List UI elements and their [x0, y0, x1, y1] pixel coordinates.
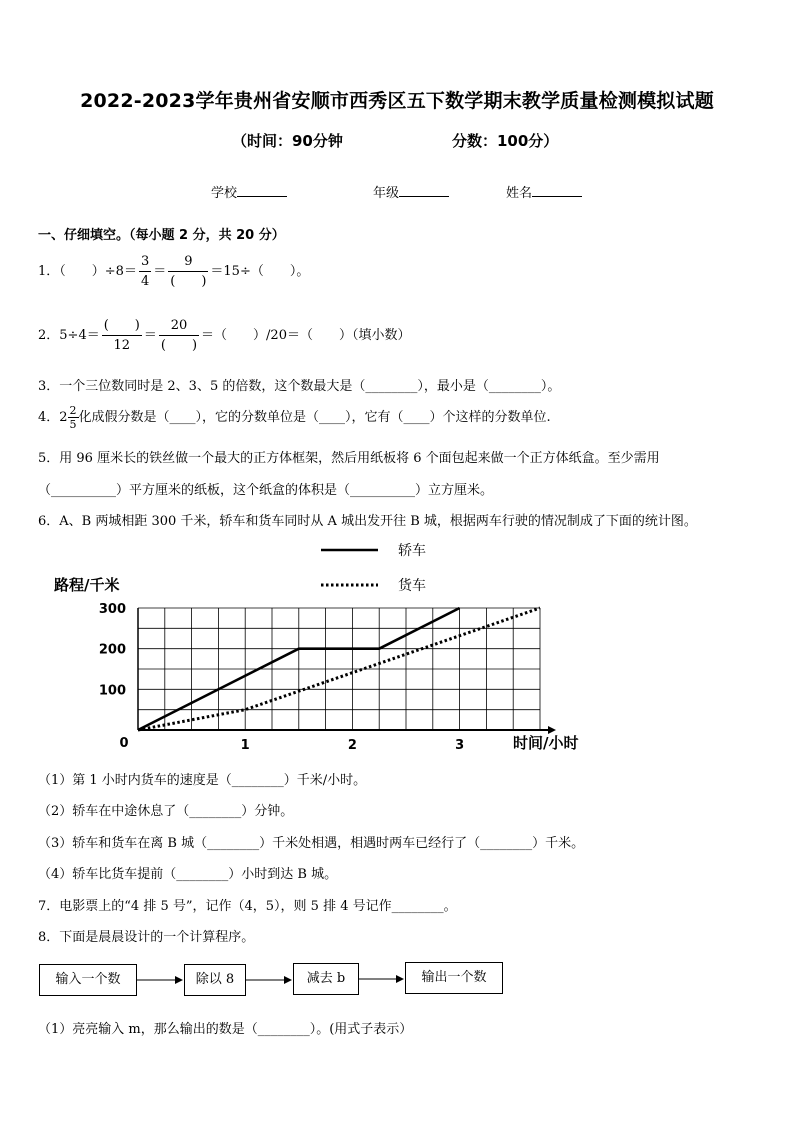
question-2	[38, 316, 410, 355]
question-4	[38, 404, 551, 431]
denominator: 4	[140, 274, 150, 289]
numerator: 3	[139, 252, 151, 272]
numerator: 20	[159, 316, 199, 336]
school-blank[interactable]	[237, 184, 287, 197]
grade-label: 年级	[373, 186, 400, 201]
travel-chart	[0, 535, 794, 760]
chart-axes	[138, 608, 556, 734]
equals-sign: ＝	[153, 264, 167, 279]
flow-box-subtract: 减去 b	[293, 963, 359, 995]
question-text: 化成假分数是（____），它的分数单位是（____），它有（____）个这样的分数单位.	[78, 410, 551, 425]
school-field	[211, 182, 287, 201]
fraction	[168, 252, 208, 291]
question-number: 1．	[38, 264, 60, 279]
flow-box-input: 输入一个数	[39, 964, 137, 996]
legend-label: 货车	[398, 578, 426, 594]
flow-box-output: 输出一个数	[405, 962, 503, 994]
chart-grid	[138, 608, 540, 730]
name-label: 姓名	[506, 186, 533, 201]
flow-box-divide: 除以 8	[184, 964, 246, 996]
fraction	[139, 252, 151, 291]
school-label: 学校	[211, 186, 238, 201]
question-6-4: （4）轿车比货车提前（________）小时到达 B 城。	[38, 867, 338, 882]
question-6-2: （2）轿车在中途休息了（________）分钟。	[38, 804, 294, 819]
denominator: 5	[69, 418, 77, 431]
question-6-3: （3）轿车和货车在离 B 城（________）千米处相遇，相遇时两车已经行了（________）千米。	[38, 836, 585, 851]
grade-field	[373, 182, 449, 201]
numerator: 9	[168, 252, 208, 272]
y-axis-title: 路程/千米	[54, 576, 120, 594]
origin-label: 0	[119, 736, 129, 751]
name-blank[interactable]	[532, 184, 582, 197]
denominator: 12	[113, 338, 131, 353]
question-text: 4．2	[38, 410, 68, 425]
numerator: 2	[69, 404, 77, 417]
question-8-intro: 8．下面是晨晨设计的一个计算程序。	[38, 930, 255, 945]
question-8-1: （1）亮亮输入 m，那么输出的数是（________）。(用式子表示）	[38, 1022, 413, 1037]
grade-blank[interactable]	[399, 184, 449, 197]
section-title: 一、仔细填空。（每小题 2 分，共 20 分）	[38, 228, 285, 243]
fraction	[102, 316, 142, 355]
x-tick-label: 1	[240, 738, 250, 753]
x-tick-label: 2	[347, 738, 357, 753]
fraction	[68, 404, 79, 431]
question-1	[38, 252, 309, 291]
equals-sign: ＝	[143, 328, 157, 343]
x-axis-title: 时间/小时	[513, 734, 579, 752]
chart-labels	[54, 576, 578, 753]
question-3: 3．一个三位数同时是 2、3、5 的倍数，这个数最大是（________），最小是（________）。	[38, 379, 561, 394]
y-tick-label: 200	[98, 642, 126, 658]
time-label: （时间：90分钟	[232, 132, 343, 150]
question-text: ＝15÷（ ）。	[210, 264, 310, 279]
question-text: ＝（ ）/20＝（ ）（填小数）	[201, 328, 411, 343]
question-6-1: （1）第 1 小时内货车的速度是（________）千米/小时。	[38, 773, 367, 788]
question-6-intro: 6．A、B 两城相距 300 千米，轿车和货车同时从 A 城出发开往 B 城，根据两车行驶的情况制成了下面的统计图。	[38, 514, 697, 529]
name-field	[506, 182, 582, 201]
flow-arrows	[0, 960, 794, 1000]
question-number: 2．	[38, 328, 60, 343]
question-5-line-2: （__________）平方厘米的纸板，这个纸盒的体积是（__________）立方厘米。	[38, 483, 494, 498]
score-label: 分数：100分）	[452, 132, 559, 150]
denominator-blank[interactable]: ( )	[160, 338, 198, 353]
y-tick-label: 100	[98, 683, 126, 699]
fraction	[159, 316, 199, 355]
denominator-blank[interactable]: ( )	[170, 274, 207, 289]
y-tick-label: 300	[98, 602, 126, 617]
question-text: （ ）÷8＝	[59, 264, 137, 279]
page-title: 2022-2023学年贵州省安顺市西秀区五下数学期末教学质量检测模拟试题	[80, 90, 714, 112]
x-tick-label: 3	[455, 738, 465, 753]
chart-legend	[321, 543, 426, 594]
legend-label: 轿车	[398, 543, 426, 559]
numerator-blank[interactable]: ( )	[102, 316, 142, 336]
x-axis-arrow	[548, 726, 556, 734]
question-7: 7．电影票上的“4 排 5 号”，记作（4，5），则 5 排 4 号记作________。	[38, 899, 457, 914]
question-text: 5÷4＝	[59, 328, 100, 343]
question-5-line-1: 5．用 96 厘米长的铁丝做一个最大的正方体框架，然后用纸板将 6 个面包起来做一个正方体纸盒。至少需用	[38, 451, 660, 466]
